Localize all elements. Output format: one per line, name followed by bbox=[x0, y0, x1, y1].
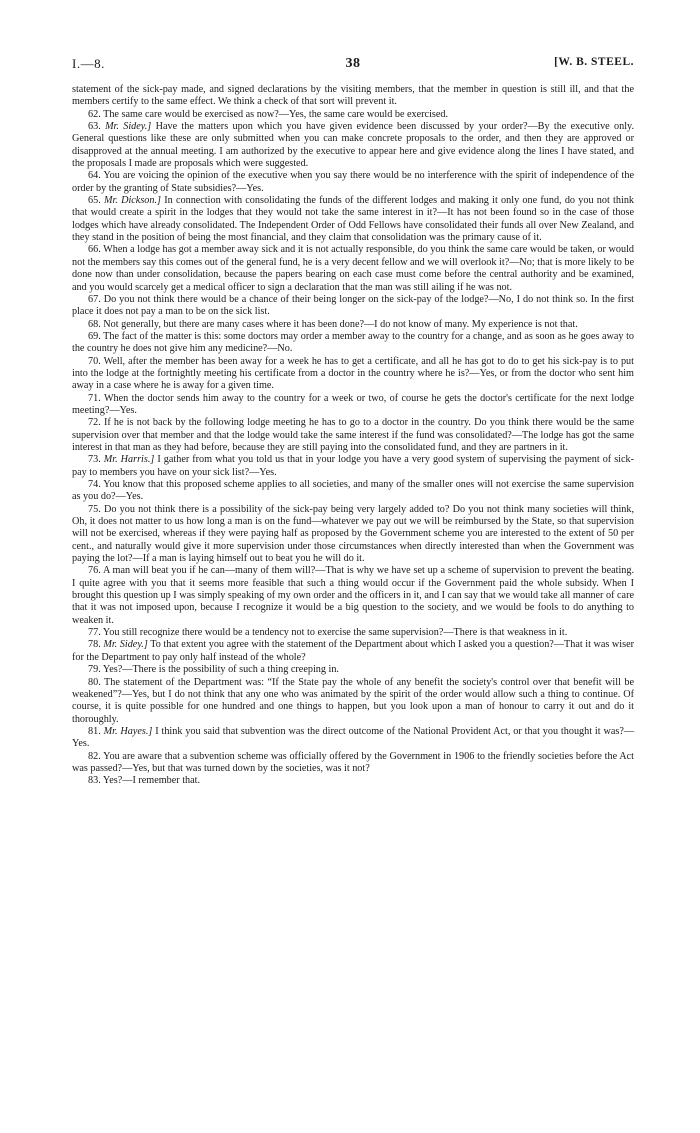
paragraph bbox=[72, 565, 634, 627]
page-header bbox=[72, 56, 634, 74]
speaker-label: Mr. Hayes.] bbox=[103, 725, 153, 737]
question-number: 77. bbox=[88, 627, 101, 639]
paragraph-text: To that extent you agree with the statement of the Department about which I asked you a question?—That it was wiser for the Department to pay only half instead of the whole? bbox=[72, 639, 634, 663]
paragraph bbox=[72, 121, 634, 170]
paragraph-text: Yes?—I remember that. bbox=[102, 775, 201, 787]
paragraph-text: You are aware that a subvention scheme was officially offered by the Government in 1906 to the friendly societies before the Act was passed?—Yes, but that was turned down by the societies, was it not? bbox=[72, 750, 635, 774]
page-number: 38 bbox=[345, 56, 361, 71]
speaker-label: Mr. Sidey.] bbox=[103, 639, 148, 651]
paragraph-text: You know that this proposed scheme applies to all societies, and many of the smaller ones will not exercise the same supervision as you do?—Yes. bbox=[72, 479, 634, 503]
question-number: 64. bbox=[88, 170, 101, 182]
question-number: 65. bbox=[88, 195, 101, 207]
question-number: 68. bbox=[88, 318, 101, 330]
paragraph bbox=[72, 84, 634, 109]
paragraph bbox=[72, 504, 634, 566]
paragraph bbox=[72, 775, 634, 787]
question-number: 82. bbox=[88, 750, 101, 762]
paragraph bbox=[72, 726, 634, 751]
question-number: 69. bbox=[88, 330, 101, 342]
paragraph bbox=[72, 109, 634, 121]
paragraph-text: Not generally, but there are many cases where it has been done?—I do not know of many. My experience is not that. bbox=[103, 318, 578, 330]
paragraph bbox=[72, 751, 634, 776]
paragraph bbox=[72, 664, 634, 676]
paragraph bbox=[72, 170, 634, 195]
document-body bbox=[72, 84, 634, 788]
question-number: 66. bbox=[88, 244, 101, 256]
question-number: 72. bbox=[88, 417, 101, 429]
paragraph bbox=[72, 393, 634, 418]
paragraph-text: In connection with consolidating the funds of the different lodges and making it only one fund, do you not think that would create a spirit in the lodges that they would not take the same interest in it?—It has not been found so in the case of those lodges which have already consolidated. The Independent Order of Odd Fellows have consolidated their funds all over New Zealand, and they stand in the position of being the most financial, and they claim that consolidation was the primary cause of it. bbox=[72, 195, 635, 244]
question-number: 62. bbox=[88, 108, 101, 120]
paragraph-text: The statement of the Department was: “If the State pay the whole of any benefit the society's control over that benefit will be weakened”?—Yes, but I do not think that any one who was animated by the spirit of the order would allow such a thing to continue. Of course, it is quite possible for one hundred and one things to happen, but you look upon a man of honour to carry it out and do it thoroughly. bbox=[72, 676, 634, 725]
question-number: 63. bbox=[88, 121, 101, 133]
paragraph bbox=[72, 331, 634, 356]
header-reference: I.—8. bbox=[72, 56, 105, 71]
paragraph bbox=[72, 677, 634, 726]
paragraph bbox=[72, 319, 634, 331]
question-number: 79. bbox=[88, 664, 101, 676]
paragraph bbox=[72, 356, 634, 393]
paragraph-text: The fact of the matter is this: some doctors may order a member away to the country for a change, and as soon as he goes away to the country he does not give him any medicine?—No. bbox=[72, 330, 634, 355]
paragraph-text: The same care would be exercised as now?—Yes, the same care would be exercised. bbox=[103, 108, 449, 120]
paragraph bbox=[72, 627, 634, 639]
paragraph bbox=[72, 479, 634, 504]
paragraph-text: statement of the sick-pay made, and signed declarations by the visiting members, that the member in question is still ill, and that the members certify to the same effect. We think a check of that sort will prevent it. bbox=[72, 84, 634, 108]
paragraph-text: Have the matters upon which you have given evidence been discussed by your order?—By the executive only. General questions like these are only submitted when you can make concrete proposals to the order, and then they are approved or disapproved at the annual meeting. I am authorized by the executive to appear here and give evidence along the lines I have stated, and the proposals I made are proposals which were suggested. bbox=[72, 121, 634, 170]
paragraph-text: You are voicing the opinion of the executive when you say there would be no interference with the spirit of independence of the order by the granting of State subsidies?—Yes. bbox=[72, 170, 635, 194]
paragraph bbox=[72, 417, 634, 454]
paragraph-text: When a lodge has got a member away sick and it is not actually responsible, do you think the same care would be taken, or would not the members say this comes out of the general fund, he is a very decent fellow and we will overlook it?—No; that is more likely to be done now than under consolidation, because the papers bearing on each case must come before the central authority and be examined, and you would scarcely get a medical officer to sign a declaration that the man was still ailing if he was not. bbox=[72, 244, 634, 293]
speaker-label: Mr. Sidey.] bbox=[105, 121, 152, 133]
paragraph-text: I think you said that subvention was the direct outcome of the National Provident Act, or that you thought it was?—Yes. bbox=[72, 725, 635, 750]
question-number: 74. bbox=[88, 479, 101, 490]
paragraph-text: If he is not back by the following lodge meeting he has to go to a doctor in the country. Do you think there would be the same supervision over that member and that the lodge would take the same interest if the fund was consolidated?—The lodge has got the same interest in that man as they had before, because they are still paying into the consolidated fund, and they are partners in it. bbox=[72, 417, 635, 453]
paragraph bbox=[72, 454, 634, 479]
speaker-label: Mr. Harris.] bbox=[103, 454, 155, 466]
question-number: 71. bbox=[88, 392, 101, 404]
question-number: 76. bbox=[88, 565, 101, 577]
speaker-label: Mr. Dickson.] bbox=[103, 195, 161, 207]
paragraph-text: I gather from what you told us that in your lodge you have a very good system of supervising the payment of sick-pay to members you have on your sick list?—Yes. bbox=[72, 454, 635, 478]
paragraph-text: You still recognize there would be a tendency not to exercise the same supervision?—There is that weakness in it. bbox=[102, 627, 568, 639]
paragraph-text: Do you not think there would be a chance of their being longer on the sick-pay of the lodge?—No, I do not think so. In the first place it does not pay a man to be on the sick list. bbox=[72, 293, 635, 318]
paragraph-text: Well, after the member has been away for a week he has to get a certificate, and all he has got to do to get his sick-pay is to put into the lodge at the fortnightly meeting his certificate from a doctor in the country where he is?—Yes, or from the doctor who sent him away in a case where he is away for a given time. bbox=[72, 355, 634, 392]
paragraph-text: When the doctor sends him away to the country for a week or two, of course he gets the doctor's certificate for the next lodge meeting?—Yes. bbox=[72, 392, 634, 416]
paragraph bbox=[72, 244, 634, 293]
question-number: 78. bbox=[88, 639, 101, 651]
question-number: 83. bbox=[88, 775, 101, 787]
question-number: 75. bbox=[88, 503, 101, 515]
question-number: 80. bbox=[88, 676, 101, 688]
paragraph bbox=[72, 294, 634, 319]
paragraph-text: Do you not think there is a possibility of the sick-pay being very largely added to? Do you not think many societies will think, Oh, it does not matter to us how long a man is on the fund—whatever we pay out we will be reimbursed by the State, so that supervision will not be exercised, whereas if they were paying half as proposed by the Government scheme you are interested to the extent of 50 per cent., and naturally would give it more supervision under those circumstances when directly interested than when the Government was paying the lot?—If a man is laying himself out to beat you he will do it. bbox=[72, 503, 635, 565]
question-number: 73. bbox=[88, 454, 101, 466]
question-number: 81. bbox=[88, 725, 101, 737]
question-number: 67. bbox=[88, 293, 101, 305]
paragraph-text: Yes?—There is the possibility of such a thing creeping in. bbox=[102, 664, 339, 676]
question-number: 70. bbox=[88, 355, 101, 367]
header-witness: [W. B. STEEL. bbox=[554, 56, 634, 68]
paragraph bbox=[72, 195, 634, 244]
paragraph-text: A man will beat you if he can—many of them will?—That is why we have set up a scheme of supervision to prevent the beating. I quite agree with you that it seems more feasible that such a thing would occur if the Government paid the whole subsidy. When I brought this question up I was simply speaking of my own order and the officers in it, and I can say that we would take all manner of care that it was not imposed upon, because I recognize it would be a big question to the society, and we would be fools to do anything to weaken it. bbox=[72, 565, 635, 626]
paragraph bbox=[72, 639, 634, 664]
